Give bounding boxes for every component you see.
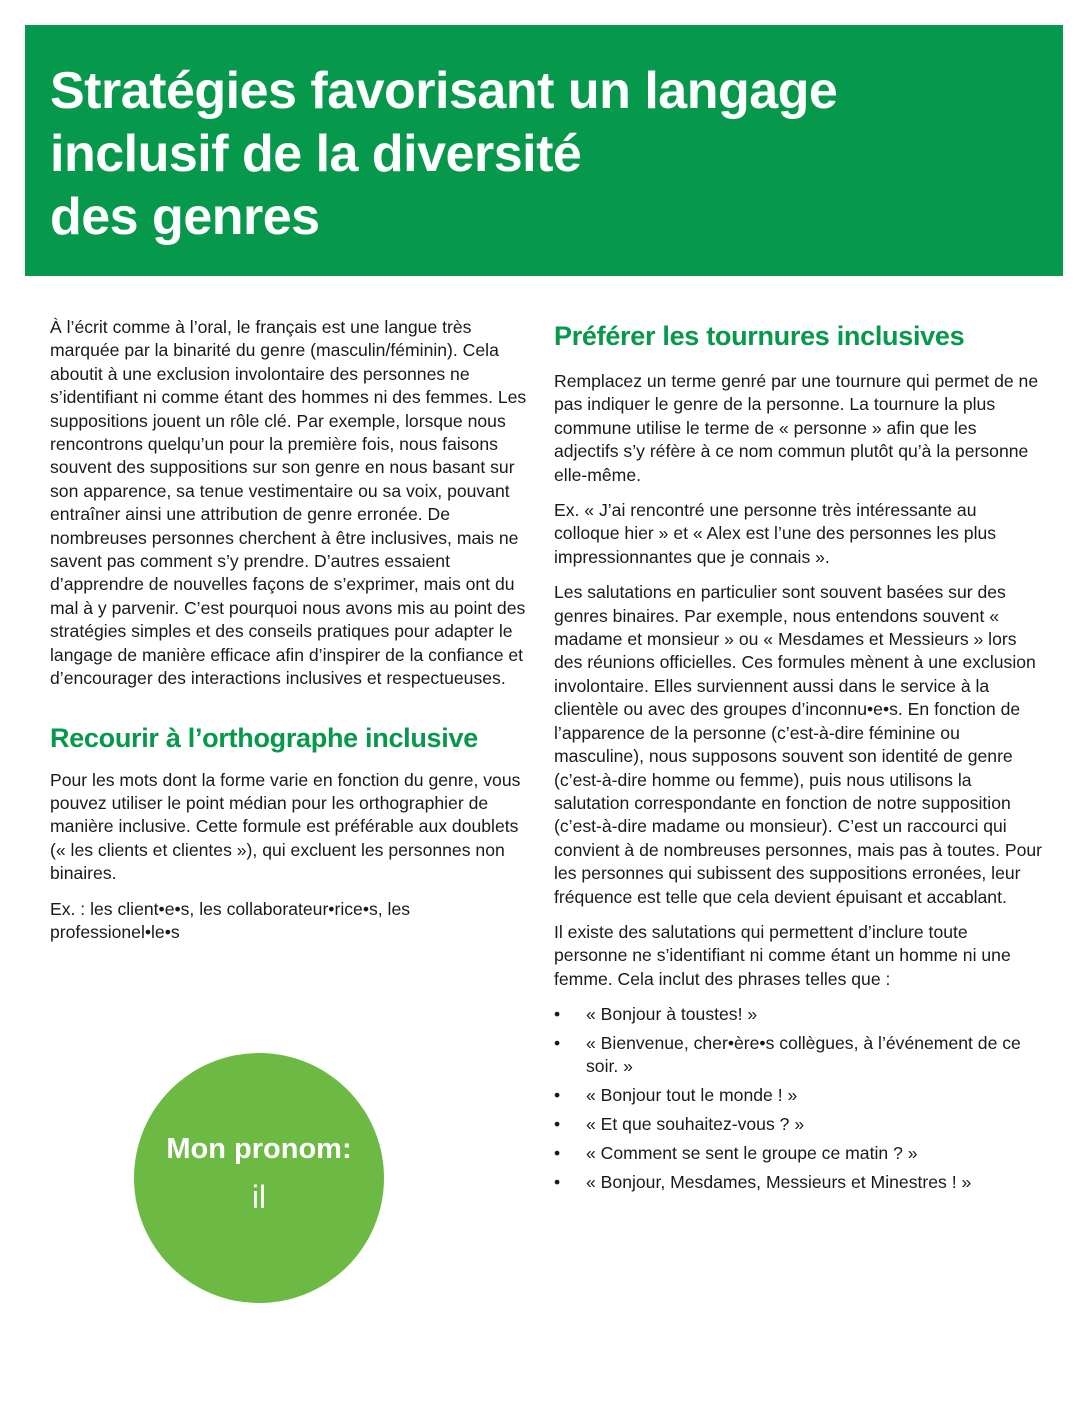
- salutations-paragraph: Les salutations en particulier sont souvent basées sur des genres binaires. Par exemple, nous entendons souvent « madame et monsieur » ou « Mesdames et Messieurs » lors des réunions officielles. Ces formules mènent à une exclusion involontaire. Elles surviennent aussi dans le service à la clientèle ou avec des groupes d’inconnu•e•s. En fonction de l’apparence de la personne (c’est-à-dire féminine ou masculine), nous supposons souvent son identité de genre (c’est-à-dire homme ou femme), puis nous utilisons la salutation correspondante en fonction de notre supposition (c’est-à-dire madame ou monsieur). C’est un raccourci qui convient à de nombreuses personnes, mais pas à toutes. Pour les personnes qui subissent des suppositions erronées, leur fréquence est telle que cela devient épuisant et accablant.: [554, 582, 1043, 907]
- list-item: [554, 1003, 1044, 1026]
- bullet-icon: •: [554, 1114, 561, 1135]
- list-item: [554, 1032, 1044, 1079]
- section-heading-orthographe: Recourir à l’orthographe inclusive: [50, 722, 478, 753]
- greeting-text: « Bonjour à toustes! »: [586, 1004, 758, 1025]
- page-title-line: inclusif de la diversité: [50, 125, 582, 183]
- right-column: [554, 316, 1044, 1200]
- title-banner: [25, 25, 1063, 276]
- greetings-list: [554, 1003, 1044, 1194]
- greeting-text: « Comment se sent le groupe ce matin ? »: [586, 1143, 918, 1164]
- bullet-icon: •: [554, 1143, 561, 1164]
- greeting-text: « Bonjour, Mesdames, Messieurs et Minestres ! »: [586, 1172, 972, 1193]
- pronoun-value: il: [251, 1179, 267, 1215]
- bullet-icon: •: [554, 1172, 561, 1193]
- greeting-text: « Et que souhaitez-vous ? »: [586, 1114, 805, 1135]
- pronoun-badge: [134, 1053, 384, 1303]
- page-title-line: Stratégies favorisant un langage: [50, 62, 838, 120]
- list-item: [554, 1113, 1044, 1136]
- intro-paragraph: À l’écrit comme à l’oral, le français est une langue très marquée par la binarité du genre (masculin/féminin). Cela aboutit à une exclusion involontaire des personnes ne s’identifiant ni comme étant des hommes ni des femmes. Les suppositions jouent un rôle clé. Par exemple, lorsque nous rencontrons quelqu’un pour la première fois, nous faisons souvent des suppositions sur son genre en nous basant sur son apparence, sa tenue vestimentaire ou sa voix, pouvant entraîner ainsi une attribution de genre erronée. De nombreuses personnes cherchent à être inclusives, mais ne savent pas comment s’y prendre. D’autres essaient d’apprendre de nouvelles façons de s’exprimer, mais ont du mal à y parvenir. C’est pourquoi nous avons mis au point des stratégies simples et des conseils pratiques pour adapter le langage de manière efficace afin d’inspirer de la confiance et d’encourager des interactions inclusives et respectueuses.: [50, 317, 527, 689]
- list-item: [554, 1142, 1044, 1165]
- page-title: [50, 60, 837, 249]
- page-title-line: des genres: [50, 188, 320, 246]
- list-item: [554, 1084, 1044, 1107]
- left-column: [50, 316, 534, 956]
- bullet-icon: •: [554, 1004, 561, 1025]
- greeting-text: « Bonjour tout le monde ! »: [586, 1085, 798, 1106]
- orthographe-example: Ex. : les client•e•s, les collaborateur•rice•s, les professionel•le•s: [50, 898, 411, 942]
- pronoun-label: Mon pronom:: [166, 1133, 352, 1165]
- section-heading-tournures: Préférer les tournures inclusives: [554, 321, 965, 351]
- bullet-icon: •: [554, 1033, 561, 1054]
- bullet-icon: •: [554, 1085, 561, 1106]
- inclusive-greetings-intro: Il existe des salutations qui permettent d’inclure toute personne ne s’identifiant ni comme étant un homme ni une femme. Cela inclut des phrases telles que :: [554, 921, 1011, 989]
- greeting-text: « Bienvenue, cher•ère•s collègues, à l’événement de ce soir. »: [586, 1033, 1021, 1077]
- list-item: [554, 1171, 1044, 1194]
- tournures-paragraph: Remplacez un terme genré par une tournure qui permet de ne pas indiquer le genre de la personne. La tournure la plus commune utilise le terme de « personne » afin que les adjectifs s’y réfère à ce nom commun plutôt qu’à la personne elle-même.: [554, 371, 1039, 485]
- tournures-example: Ex. « J’ai rencontré une personne très intéressante au colloque hier » et « Alex est l’une des personnes les plus impressionnantes que je connais ».: [554, 500, 997, 567]
- orthographe-paragraph: Pour les mots dont la forme varie en fonction du genre, vous pouvez utiliser le point médian pour les orthographier de manière inclusive. Cette formule est préférable aux doublets (« les clients et clientes »), qui excluent les personnes non binaires.: [50, 769, 521, 884]
